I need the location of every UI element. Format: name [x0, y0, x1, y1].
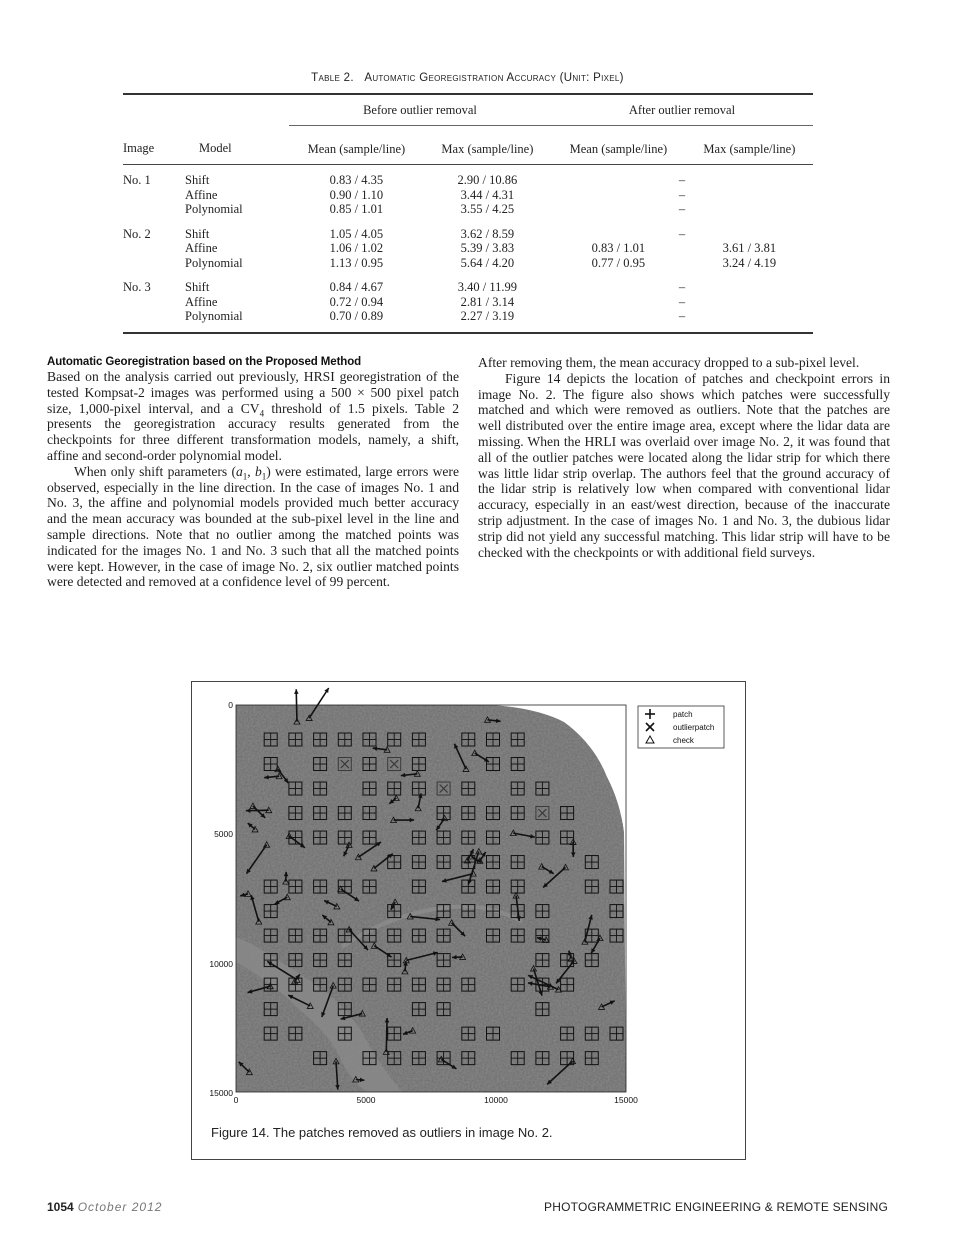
paragraph: [47, 369, 459, 464]
error-vector: [296, 689, 297, 721]
x-axis: [234, 1095, 638, 1105]
cell-max-before: 2.81 / 3.14: [460, 294, 515, 309]
table-row: [123, 219, 813, 242]
table-group-no1: [123, 165, 813, 219]
x-tick-label: 15000: [614, 1095, 638, 1105]
page-number: 1054: [47, 1200, 74, 1214]
cell-max-before: 3.44 / 4.31: [460, 187, 515, 202]
x-tick-label: 10000: [484, 1095, 508, 1105]
figure-14: [191, 681, 746, 1160]
legend-label-check: check: [673, 736, 694, 745]
paragraph-text: ) were estimated, large errors were observed, especially in the line direction. In the case of images No. 1 and No. 3, the affine and polynomial models provided much better accuracy and the mean accuracy was bounded at the sub-pixel level in the line and sample directions. Note that no outlier among the matched points was indicated for the images No. 1 and No. 3 such that all the matched points were kept. However, in the case of image No. 2, six outlier matched points were detected and removed at a confidence level of 99 percent.: [47, 463, 459, 590]
cell-model: Affine: [185, 294, 218, 309]
y-tick-label: 10000: [209, 959, 233, 969]
paragraph-text: When only shift parameters (: [74, 463, 236, 479]
paragraph: [47, 464, 459, 590]
cell-mean-before: 0.90 / 1.10: [329, 187, 384, 202]
right-column: [478, 355, 890, 560]
cell-mean-before: 1.05 / 4.05: [329, 226, 384, 241]
y-tick-label: 15000: [209, 1088, 233, 1098]
subscript: 4: [259, 408, 265, 419]
header-after-outlier: After outlier removal: [551, 94, 813, 125]
cell-image: No. 2: [123, 226, 151, 241]
paragraph-text: threshold of 1.5 pixels. Table 2 presents the georegistration accuracy results generated from the checkpoints for three different transformation models, namely, a shift, affine and second-order polynomial model.: [47, 400, 459, 463]
cell-after: –: [678, 294, 686, 309]
section-heading: Automatic Georegistration based on the Proposed Method: [47, 356, 362, 368]
cell-mean-before: 1.13 / 0.95: [329, 255, 384, 270]
cell-max-before: 5.39 / 3.83: [460, 241, 515, 255]
table-row: [123, 295, 813, 310]
cell-max-after: 3.61 / 3.81: [722, 241, 777, 255]
cell-max-before: 3.40 / 11.99: [457, 280, 518, 294]
x-tick-label: 5000: [356, 1095, 376, 1105]
cell-max-after: 3.24 / 4.19: [722, 255, 777, 270]
col-header-max-before: Max (sample/line): [424, 125, 551, 165]
x-tick-label: 0: [233, 1095, 239, 1105]
cell-model: Polynomial: [185, 255, 243, 270]
cell-mean-after: 0.77 / 0.95: [591, 255, 646, 270]
table-row: [123, 309, 813, 333]
cell-after: –: [678, 173, 686, 187]
cell-mean-before: 0.85 / 1.01: [329, 202, 384, 216]
cell-after: –: [678, 280, 686, 294]
accuracy-table: [123, 93, 813, 334]
table-row: [123, 165, 813, 188]
math-var: b: [254, 463, 262, 479]
cell-max-before: 5.64 / 4.20: [460, 255, 515, 270]
table-row: [123, 188, 813, 203]
error-vector: [386, 1018, 387, 1052]
acronym-hrli: HRLI: [584, 433, 617, 449]
cell-after: –: [678, 202, 686, 216]
col-header-max-after: Max (sample/line): [686, 125, 813, 165]
issue-date: October 2012: [77, 1200, 163, 1214]
cell-mean-before: 0.70 / 0.89: [329, 309, 384, 323]
arrow-head: [294, 689, 299, 694]
footer-left: [47, 1200, 162, 1214]
acronym-cv: CV: [240, 400, 260, 416]
table-group-no2: [123, 219, 813, 273]
table-row: [123, 241, 813, 256]
legend-label-patch: patch: [673, 710, 693, 719]
col-header-mean-after: Mean (sample/line): [551, 125, 686, 165]
figure-caption: Figure 14. The patches removed as outliers in image No. 2.: [211, 1125, 553, 1140]
cell-model: Shift: [185, 226, 210, 241]
cell-after: –: [678, 187, 686, 202]
cell-image: No. 3: [123, 280, 151, 294]
paragraph-text: georegistration of the tested Kompsat-2 images was performed using a 500 × 500 pixel patch size, 1,000-pixel interval, and a: [47, 369, 459, 416]
cell-model: Shift: [185, 173, 210, 187]
paragraph: After removing them, the mean accuracy dropped to a sub-pixel level.: [478, 355, 860, 370]
paragraph-text: ,: [247, 463, 255, 479]
acronym-hrsi: HRSI: [303, 369, 335, 384]
legend: [638, 706, 724, 748]
cell-mean-before: 1.06 / 1.02: [329, 241, 384, 255]
cell-after: –: [678, 226, 686, 241]
left-column: [47, 355, 459, 590]
paragraph-text: Based on the analysis carried out previously,: [47, 369, 304, 384]
table-row: [123, 272, 813, 295]
table-caption: [120, 72, 815, 84]
table-group-no3: [123, 272, 813, 333]
table-row: [123, 202, 813, 219]
cell-model: Affine: [185, 187, 218, 202]
col-header-image: Image: [123, 125, 185, 165]
cell-mean-before: 0.83 / 4.35: [329, 173, 384, 187]
y-tick-label: 0: [228, 700, 233, 710]
cell-mean-before: 0.84 / 4.67: [329, 280, 384, 294]
paragraph-text: was overlaid over image No. 2, it was found that all of the outlier patches were located along the lidar strip for which there was little lidar strip overlap. The authors feel that the ground accuracy of the lidar strip is relatively low when compared with conventional lidar accuracy, especially in an east/west direction, because of the inaccurate strip adjustment. In the case of images No. 1 and No. 3, the dubious lidar strip did not yield any successful matching. This lidar strip will have to be checked with the checkpoints or with additional field surveys.: [478, 433, 890, 560]
col-header-model: Model: [185, 125, 289, 165]
legend-label-outlierpatch: outlierpatch: [673, 723, 715, 732]
cell-max-before: 2.27 / 3.19: [460, 309, 515, 323]
journal-name: PHOTOGRAMMETRIC ENGINEERING & REMOTE SENSING: [544, 1200, 888, 1214]
cell-model: Affine: [185, 241, 218, 255]
col-header-mean-before: Mean (sample/line): [289, 125, 424, 165]
figure-plot: [192, 682, 744, 1122]
table-caption-label: Table 2.: [311, 72, 354, 84]
cell-image: No. 1: [123, 173, 151, 187]
cell-mean-before: 0.72 / 0.94: [329, 294, 384, 309]
cell-max-before: 3.62 / 8.59: [460, 226, 515, 241]
table-caption-text: Automatic Georegistration Accuracy (Unit: Pixel): [364, 72, 624, 84]
cell-after: –: [678, 309, 686, 323]
cell-max-before: 3.55 / 4.25: [460, 202, 515, 216]
math-var: a: [235, 463, 243, 479]
cell-model: Polynomial: [185, 202, 243, 216]
cell-mean-after: 0.83 / 1.01: [591, 241, 646, 255]
cell-max-before: 2.90 / 10.86: [457, 173, 518, 187]
cell-model: Polynomial: [185, 309, 243, 323]
y-tick-label: 5000: [214, 829, 233, 839]
table-row: [123, 256, 813, 273]
cell-model: Shift: [185, 280, 210, 294]
header-before-outlier: Before outlier removal: [289, 94, 551, 125]
subscript: 1: [242, 471, 248, 482]
paragraph: [478, 371, 890, 561]
subscript: 1: [261, 471, 267, 482]
paragraph-text: Figure 14 depicts the location of patches and checkpoint errors in image No. 2. The figure also shows which patches were successfully matched and which were removed as outliers. Note that the patches are well distributed over the entire image area, except where the lidar data are missing. When the: [478, 370, 890, 449]
y-axis: [209, 700, 233, 1098]
